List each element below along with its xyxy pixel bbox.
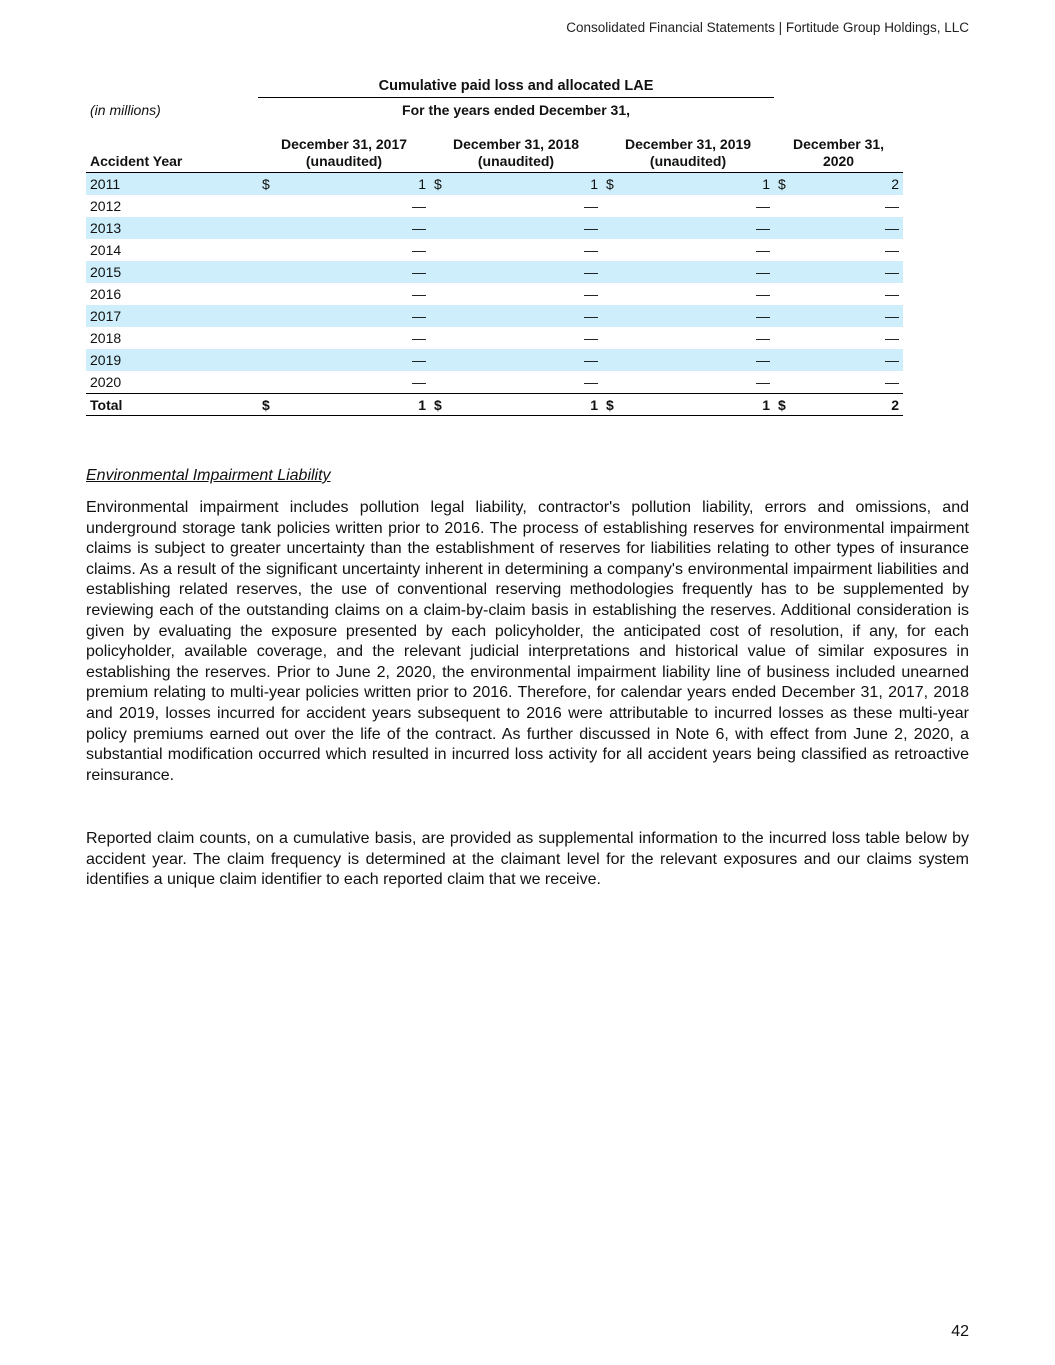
cell-value: — [885, 330, 900, 346]
column-header-row [86, 122, 903, 173]
page-number: 42 [951, 1323, 969, 1340]
table-row [86, 371, 903, 394]
cell-value: — [412, 264, 426, 280]
table-cell [258, 173, 430, 196]
cell-value: — [584, 374, 598, 390]
cell-value: 1 [762, 176, 771, 192]
accident-year-cell: 2014 [90, 242, 122, 258]
cell-value: — [885, 308, 900, 324]
paragraph: Environmental impairment includes pollution legal liability, contractor's pollution liability, errors and omissions, and underground storage tank policies written prior to 2016. The process of establishing reserves for environmental impairment claims is subject to greater uncertainty than the establishment of reserves for liabilities relating to other types of insurance claims. As a result of the significant uncertainty inherent in determining a company's environmental impairment liabilities and establishing related reserves, the use of conventional reserving methodologies frequently has to be supplemented by reviewing each of the outstanding claims on a claim-by-claim basis in establishing the reserves. Additional consideration is given by evaluating the exposure presented by each policyholder, the anticipated cost of resolution, if any, for each policyholder, available coverage, and the relevant judicial interpretations and historical value of similar exposures in establishing the reserves. Prior to June 2, 2020, the environmental impairment liability line of business included unearned premium relating to multi-year policies written prior to 2016. Therefore, for calendar years ended December 31, 2017, 2018 and 2019, losses incurred for accident years subsequent to 2016 were attributable to incurred losses as these multi-year policy premiums earned out over the life of the contract. As further discussed in Note 6, with effect from June 2, 2020, a substantial modification occurred which resulted in incurred loss activity for all accident years being classified as retroactive reinsurance. [86, 499, 969, 784]
paid-loss-table-container [86, 76, 903, 416]
table-cell [258, 195, 430, 217]
table-cell [774, 283, 903, 305]
accident-year-cell: 2013 [86, 217, 258, 239]
total-row [86, 394, 903, 416]
page-header: Consolidated Financial Statements | Fortitude Group Holdings, LLC [566, 20, 969, 35]
table-row [86, 349, 903, 371]
table-cell [430, 371, 602, 394]
cell-value: — [584, 198, 598, 214]
section-title: Environmental Impairment Liability [86, 467, 331, 484]
cell-value: — [412, 352, 426, 368]
currency-symbol: $ [778, 176, 786, 192]
table-cell [258, 305, 430, 327]
table-row [86, 261, 903, 283]
currency-symbol: $ [434, 396, 442, 413]
currency-symbol: $ [262, 396, 270, 413]
table-row [86, 217, 903, 239]
table-row [86, 327, 903, 349]
table-cell [258, 349, 430, 371]
cell-value: — [412, 242, 426, 258]
table-row [86, 239, 903, 261]
accident-year-cell: 2011 [86, 173, 258, 196]
cell-value: — [412, 374, 426, 390]
cell-value: — [756, 264, 771, 280]
cell-value: — [756, 308, 771, 324]
table-cell [430, 349, 602, 371]
table-cell [602, 261, 774, 283]
accident-year-cell: 2016 [90, 286, 122, 302]
cell-value: — [412, 286, 426, 302]
table-cell [602, 349, 774, 371]
table-cell [258, 283, 430, 305]
table-cell [774, 217, 903, 239]
accident-year-header: Accident Year [90, 153, 183, 169]
cell-value: — [756, 220, 771, 236]
table-cell [602, 173, 774, 196]
cell-value: — [885, 264, 900, 280]
currency-symbol: $ [606, 396, 614, 413]
currency-symbol: $ [262, 176, 270, 192]
table-cell [774, 394, 903, 416]
table-cell [602, 283, 774, 305]
table-row [86, 173, 903, 196]
column-header: December 31, 2020 [793, 136, 885, 169]
accident-year-cell: 2018 [90, 330, 122, 346]
cell-value: 1 [418, 176, 426, 192]
table-cell [430, 239, 602, 261]
table-row [86, 195, 903, 217]
cell-value: — [584, 330, 598, 346]
table-cell [774, 195, 903, 217]
currency-symbol: $ [778, 396, 786, 413]
currency-symbol: $ [606, 176, 614, 192]
table-cell [430, 394, 602, 416]
table-cell [602, 327, 774, 349]
column-header: December 31, 2019 (unaudited) [624, 136, 752, 169]
cell-value: — [756, 330, 771, 346]
cell-value: 2 [891, 176, 900, 192]
table-cell [602, 394, 774, 416]
table-cell [258, 239, 430, 261]
cell-value: — [756, 198, 771, 214]
cell-value: — [412, 220, 426, 236]
cell-value: — [584, 242, 598, 258]
cell-value: — [885, 198, 900, 214]
accident-year-cell: 2019 [86, 349, 258, 371]
accident-year-cell: 2017 [86, 305, 258, 327]
table-cell [774, 305, 903, 327]
cell-value: 1 [590, 176, 598, 192]
table-title: Cumulative paid loss and allocated LAE [258, 76, 774, 98]
cell-value: — [885, 374, 900, 390]
cell-value: — [885, 286, 900, 302]
table-cell [774, 327, 903, 349]
accident-year-cell: 2015 [86, 261, 258, 283]
table-cell [258, 327, 430, 349]
table-cell [602, 217, 774, 239]
paragraph: Reported claim counts, on a cumulative basis, are provided as supplemental information to the incurred loss table below by accident year. The claim frequency is determined at the claimant level for the relevant exposures and our claims system identifies a unique claim identifier to each reported claim that we receive. [86, 830, 969, 889]
cell-value: — [584, 220, 598, 236]
cell-value: — [885, 220, 900, 236]
accident-year-cell: 2020 [90, 374, 122, 390]
table-row [86, 283, 903, 305]
cell-value: 1 [762, 396, 771, 413]
period-label: For the years ended December 31, [402, 102, 631, 118]
cell-value: — [412, 198, 426, 214]
table-cell [602, 371, 774, 394]
table-cell [430, 261, 602, 283]
currency-symbol: $ [434, 176, 442, 192]
table-cell [430, 217, 602, 239]
cell-value: — [885, 242, 900, 258]
cell-value: — [584, 352, 598, 368]
accident-year-cell: 2012 [90, 198, 122, 214]
total-label: Total [86, 394, 258, 416]
table-cell [774, 349, 903, 371]
table-cell [602, 239, 774, 261]
cell-value: — [756, 374, 771, 390]
table-cell [258, 394, 430, 416]
table-cell [430, 195, 602, 217]
table-cell [430, 305, 602, 327]
column-header: December 31, 2018 (unaudited) [452, 136, 580, 169]
cell-value: 1 [590, 396, 598, 413]
cell-value: — [756, 352, 771, 368]
table-cell [602, 305, 774, 327]
table-cell [774, 173, 903, 196]
table-cell [258, 217, 430, 239]
table-cell [430, 327, 602, 349]
cell-value: — [412, 308, 426, 324]
paid-loss-table [86, 76, 903, 416]
cell-value: — [584, 286, 598, 302]
table-cell [774, 261, 903, 283]
table-cell [430, 173, 602, 196]
table-body [86, 173, 903, 416]
units-label: (in millions) [90, 101, 161, 118]
cell-value: 1 [418, 396, 426, 413]
cell-value: — [885, 352, 900, 368]
table-cell [258, 371, 430, 394]
cell-value: — [584, 308, 598, 324]
cell-value: — [412, 330, 426, 346]
table-row [86, 305, 903, 327]
cell-value: — [584, 264, 598, 280]
cell-value: 2 [891, 396, 900, 413]
column-header: December 31, 2017 (unaudited) [280, 136, 408, 169]
table-cell [430, 283, 602, 305]
table-cell [258, 261, 430, 283]
cell-value: — [756, 242, 771, 258]
cell-value: — [756, 286, 771, 302]
table-cell [774, 239, 903, 261]
table-cell [774, 371, 903, 394]
table-cell [602, 195, 774, 217]
